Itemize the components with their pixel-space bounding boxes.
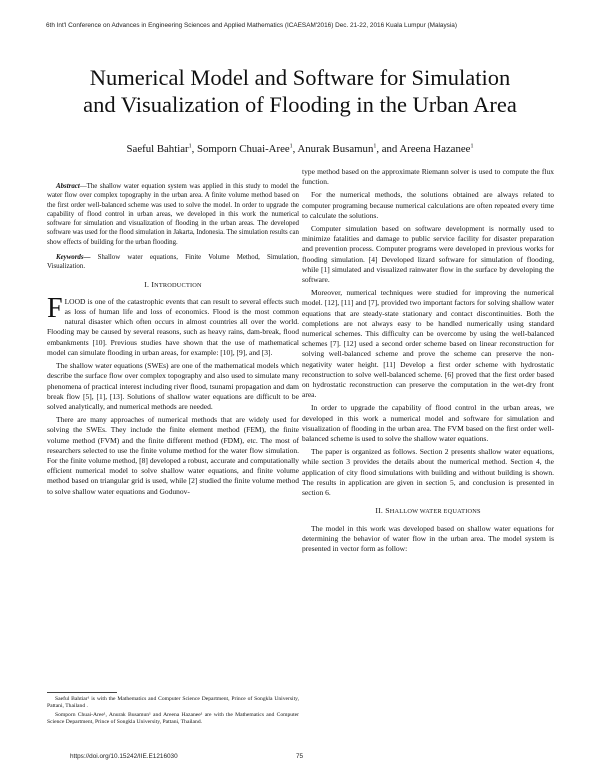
paragraph: Moreover, numerical techniques were studied for improving the numerical model. [12], [11] and [7], provided two important factors for solving shallow water equations that are steady-state stationary and contact discontinuities. Both the completions are not always easy to be handled numerically using standard numerical schemes. This difficulty can be overcome by using the well-balanced schemes [7]. [12] used a second order scheme based on linear reconstruction for solving well-balanced scheme and prove the scheme can preserve the non-negativity water height. [11] Develop a first order scheme with hydrostatic reconstruction to solve well-balanced scheme. [6] proved that the first order based on hydrostatic reconstruction can preserve the computation in the wet-dry front area. (302, 288, 554, 400)
footnote: Somporn Chuai-Aree¹, Anurak Busamun¹ and Areena Hazanee¹ are with the Mathematics and Computer Science Department, Prince of Songkla University, Pattani, Thailand. (47, 711, 299, 726)
footnote: Saeful Bahtiar¹ is with the Mathematics and Computer Science Department, Prince of Songkla University, Pattani, Thailand . (47, 696, 299, 710)
paper-title (30, 64, 570, 118)
page-number: 75 (296, 753, 304, 760)
author-affiliation: 1 (373, 143, 377, 150)
paragraph: The paper is organized as follows. Section 2 presents shallow water equations, while section 3 provides the details about the numerical method. Section 4, the application of city flood simulations with building and without building is shown. The results in application are given in section 5, and conclusion is presented in section 6. (302, 447, 554, 498)
running-header: 6th Int'l Conference on Advances in Engineering Sciences and Applied Mathematics (ICAESAM'2016) Dec. 21-22, 2016 Kuala Lumpur (Malaysia) (46, 22, 457, 29)
author-list: Saeful Bahtiar$^1$, Somporn Chuai-Aree$^1$, Anurak Busamun$^1$, and Areena Hazanee$^1$ (126, 143, 474, 155)
right-column (302, 167, 554, 557)
paragraph: In order to upgrade the capability of flood control in the urban areas, we developed in this work a numerical model and software for simulation and visualization of flooding in the urban area. The FVM based on the first order well-balanced scheme is used to solve the shallow water equations. (302, 403, 554, 444)
author-affiliation: 1 (188, 143, 192, 150)
title-line-2: and Visualization of Flooding in the Urban Area (83, 92, 517, 117)
paragraph: For the numerical methods, the solutions obtained are always related to computer programing because numerical calculations are often repeated every time to calculate the solutions. (302, 190, 554, 220)
author-name: Saeful Bahtiar (126, 143, 189, 155)
paragraph: The model in this work was developed based on shallow water equations for determining the behavior of water flow in the urban area. The model system is presented in vector form as follow: (302, 523, 554, 553)
doi-link[interactable]: https://doi.org/10.15242/IIE.E1216030 (70, 753, 178, 760)
paragraph: Computer simulation based on software development is normally used to minimize fatalities and damage to public service facility for disaster preparation and prevention process. Computer programs were developed in previous works for flooding simulation. [4] Developed lizard software for simulation of flooding, while [1] simulated and visualized rainwater flow in the surface by developing the software. (302, 224, 554, 285)
section-heading-shallow-water: II. SHALLOW WATER EQUATIONS (375, 506, 481, 516)
keywords-text: Shallow water equations, Finite Volume Method, Simulation, Visualization. (47, 254, 299, 271)
author-name: Somporn Chuai-Aree (197, 143, 290, 155)
author-name: Anurak Busamun (297, 143, 374, 155)
paragraph: FLOOD is one of the catastrophic events that can result to several effects such as loss of human life and loss of economics. Flood is the most common natural disaster which often occurs in almost countries all over the world. Flooding may be caused by several reasons, such as heavy rains, dam-break, flood embankments [10]. Previous studies have shown that the use of mathematical model can simulate flooding in urban areas, for example: [10], [9], and [3]. (47, 292, 299, 357)
footnotes (47, 696, 299, 728)
footnote-divider (47, 692, 117, 693)
author-affiliation: 1 (470, 143, 474, 150)
title-line-1: Numerical Model and Software for Simulation (89, 65, 511, 90)
section-heading-introduction: I. INTRODUCTION (144, 279, 202, 289)
abstract-label: Abstract (56, 183, 80, 190)
keywords-label: Keywords— (56, 254, 91, 262)
abstract (47, 182, 299, 272)
author-name: Areena Hazanee (399, 143, 471, 155)
drop-cap: F (47, 292, 63, 324)
paragraph: There are many approaches of numerical methods that are widely used for solving the SWEs. They include the finite element method (FEM), the finite volume method (FVM) and the finite different method (FDM), etc. The most of researchers selected to use the finite volume method for the water flow simulation. For the finite volume method, [8] developed a robust, accurate and computationally efficient numerical model to solve shallow water equations, and finite volume method based on triangular grid is used, while [2] studied the finite volume method to solve shallow water equations and Godunov- (47, 415, 299, 496)
paragraph: type method based on the approximate Riemann solver is used to compute the flux function. (302, 167, 554, 187)
paragraph: The shallow water equations (SWEs) are one of the mathematical models which describe the surface flow over complex topography and also used to simulate many phenomena of practical interest including river flood, tsunami propagation and dam break flow [5], [1], [13]. Solutions of shallow water equations are difficult to be solved analytically, and numerical methods are needed. (47, 361, 299, 411)
author-affiliation: 1 (289, 143, 293, 150)
left-column (47, 182, 299, 500)
abstract-text: —The shallow water equation system was applied in this study to model the water flow over complex topography in the urban area. A finite volume method based on the first order well-balanced scheme was used to solve the model. In order to upgrade the capability of flood control in urban areas, we developed in this work the numerical software for simulation and visualization of flooding in the urban areas. The developed software was used for the flood simulation in Jakarta, Indonesia. The simulation results can show effects of building for the urban flooding. (47, 183, 299, 246)
